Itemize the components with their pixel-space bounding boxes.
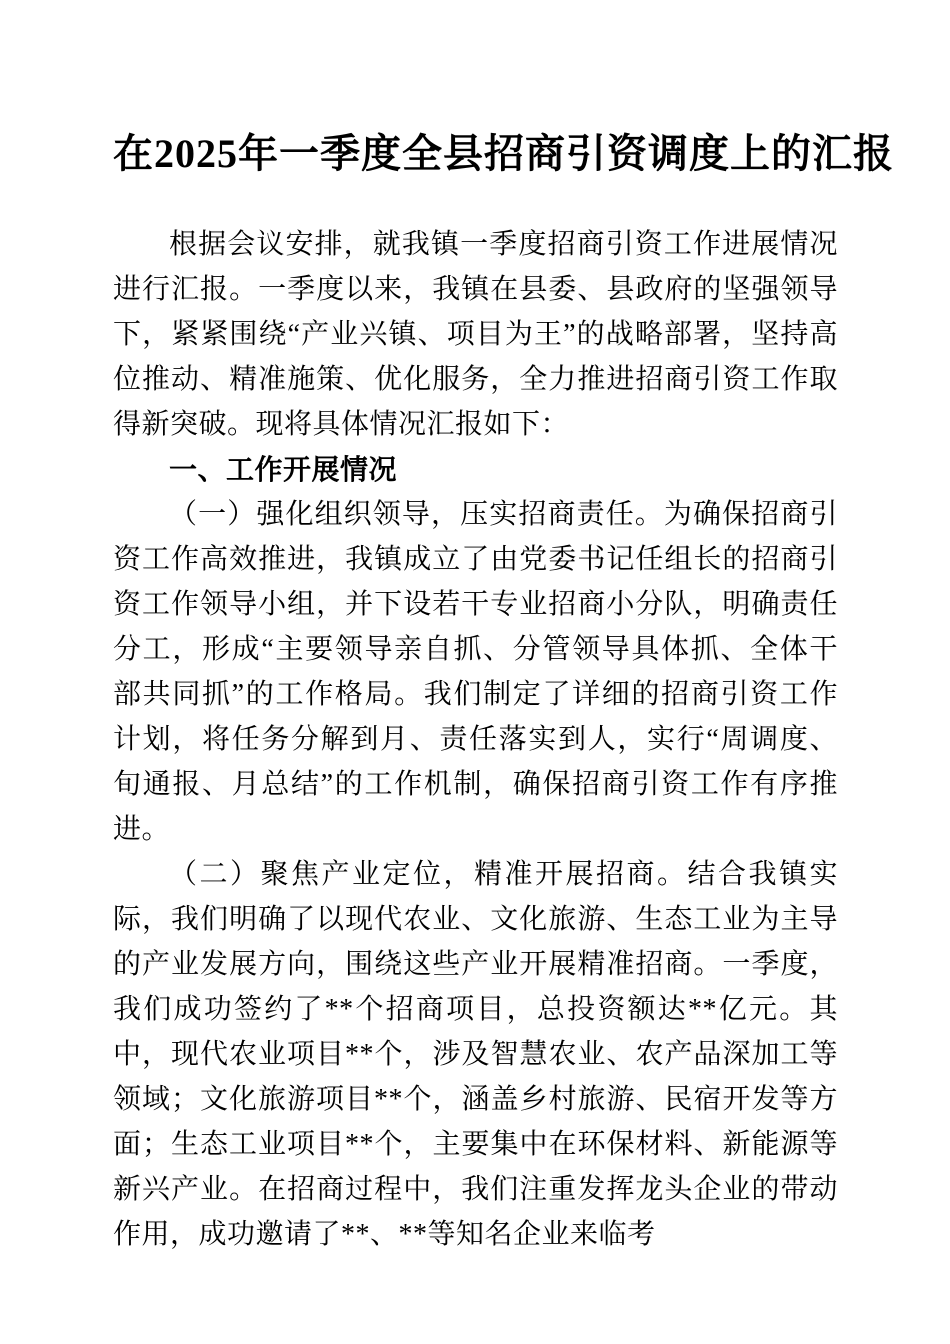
paragraph-industry-focus: （二）聚焦产业定位，精准开展招商。结合我镇实际，我们明确了以现代农业、文化旅游、生态工业为主导的产业发展方向，围绕这些产业开展精准招商。一季度，我们成功签约了**个招商项目，总投资额达**亿元。其中，现代农业项目**个，涉及智慧农业、农产品深加工等领域；文化旅游项目**个，涵盖乡村旅游、民宿开发等方面；生态工业项目**个，主要集中在环保材料、新能源等新兴产业。在招商过程中，我们注重发挥龙头企业的带动作用，成功邀请了**、**等知名企业来临考 (113, 859, 838, 1250)
document-title: 在2025年一季度全县招商引资调度上的汇报 (113, 131, 894, 176)
intro-paragraph: 根据会议安排，就我镇一季度招商引资工作进展情况进行汇报。一季度以来，我镇在县委、县政府的坚强领导下，紧紧围绕“产业兴镇、项目为王”的战略部署，坚持高位推动、精准施策、优化服务，全力推进招商引资工作取得新突破。现将具体情况汇报如下： (113, 229, 838, 440)
paragraph-organization-leadership: （一）强化组织领导，压实招商责任。为确保招商引资工作高效推进，我镇成立了由党委书记任组长的招商引资工作领导小组，并下设若干专业招商小分队，明确责任分工，形成“主要领导亲自抓、分管领导具体抓、全体干部共同抓”的工作格局。我们制定了详细的招商引资工作计划，将任务分解到月、责任落实到人，实行“周调度、旬通报、月总结”的工作机制，确保招商引资工作有序推进。 (113, 499, 838, 845)
section-heading-1: 一、工作开展情况 (169, 454, 398, 485)
